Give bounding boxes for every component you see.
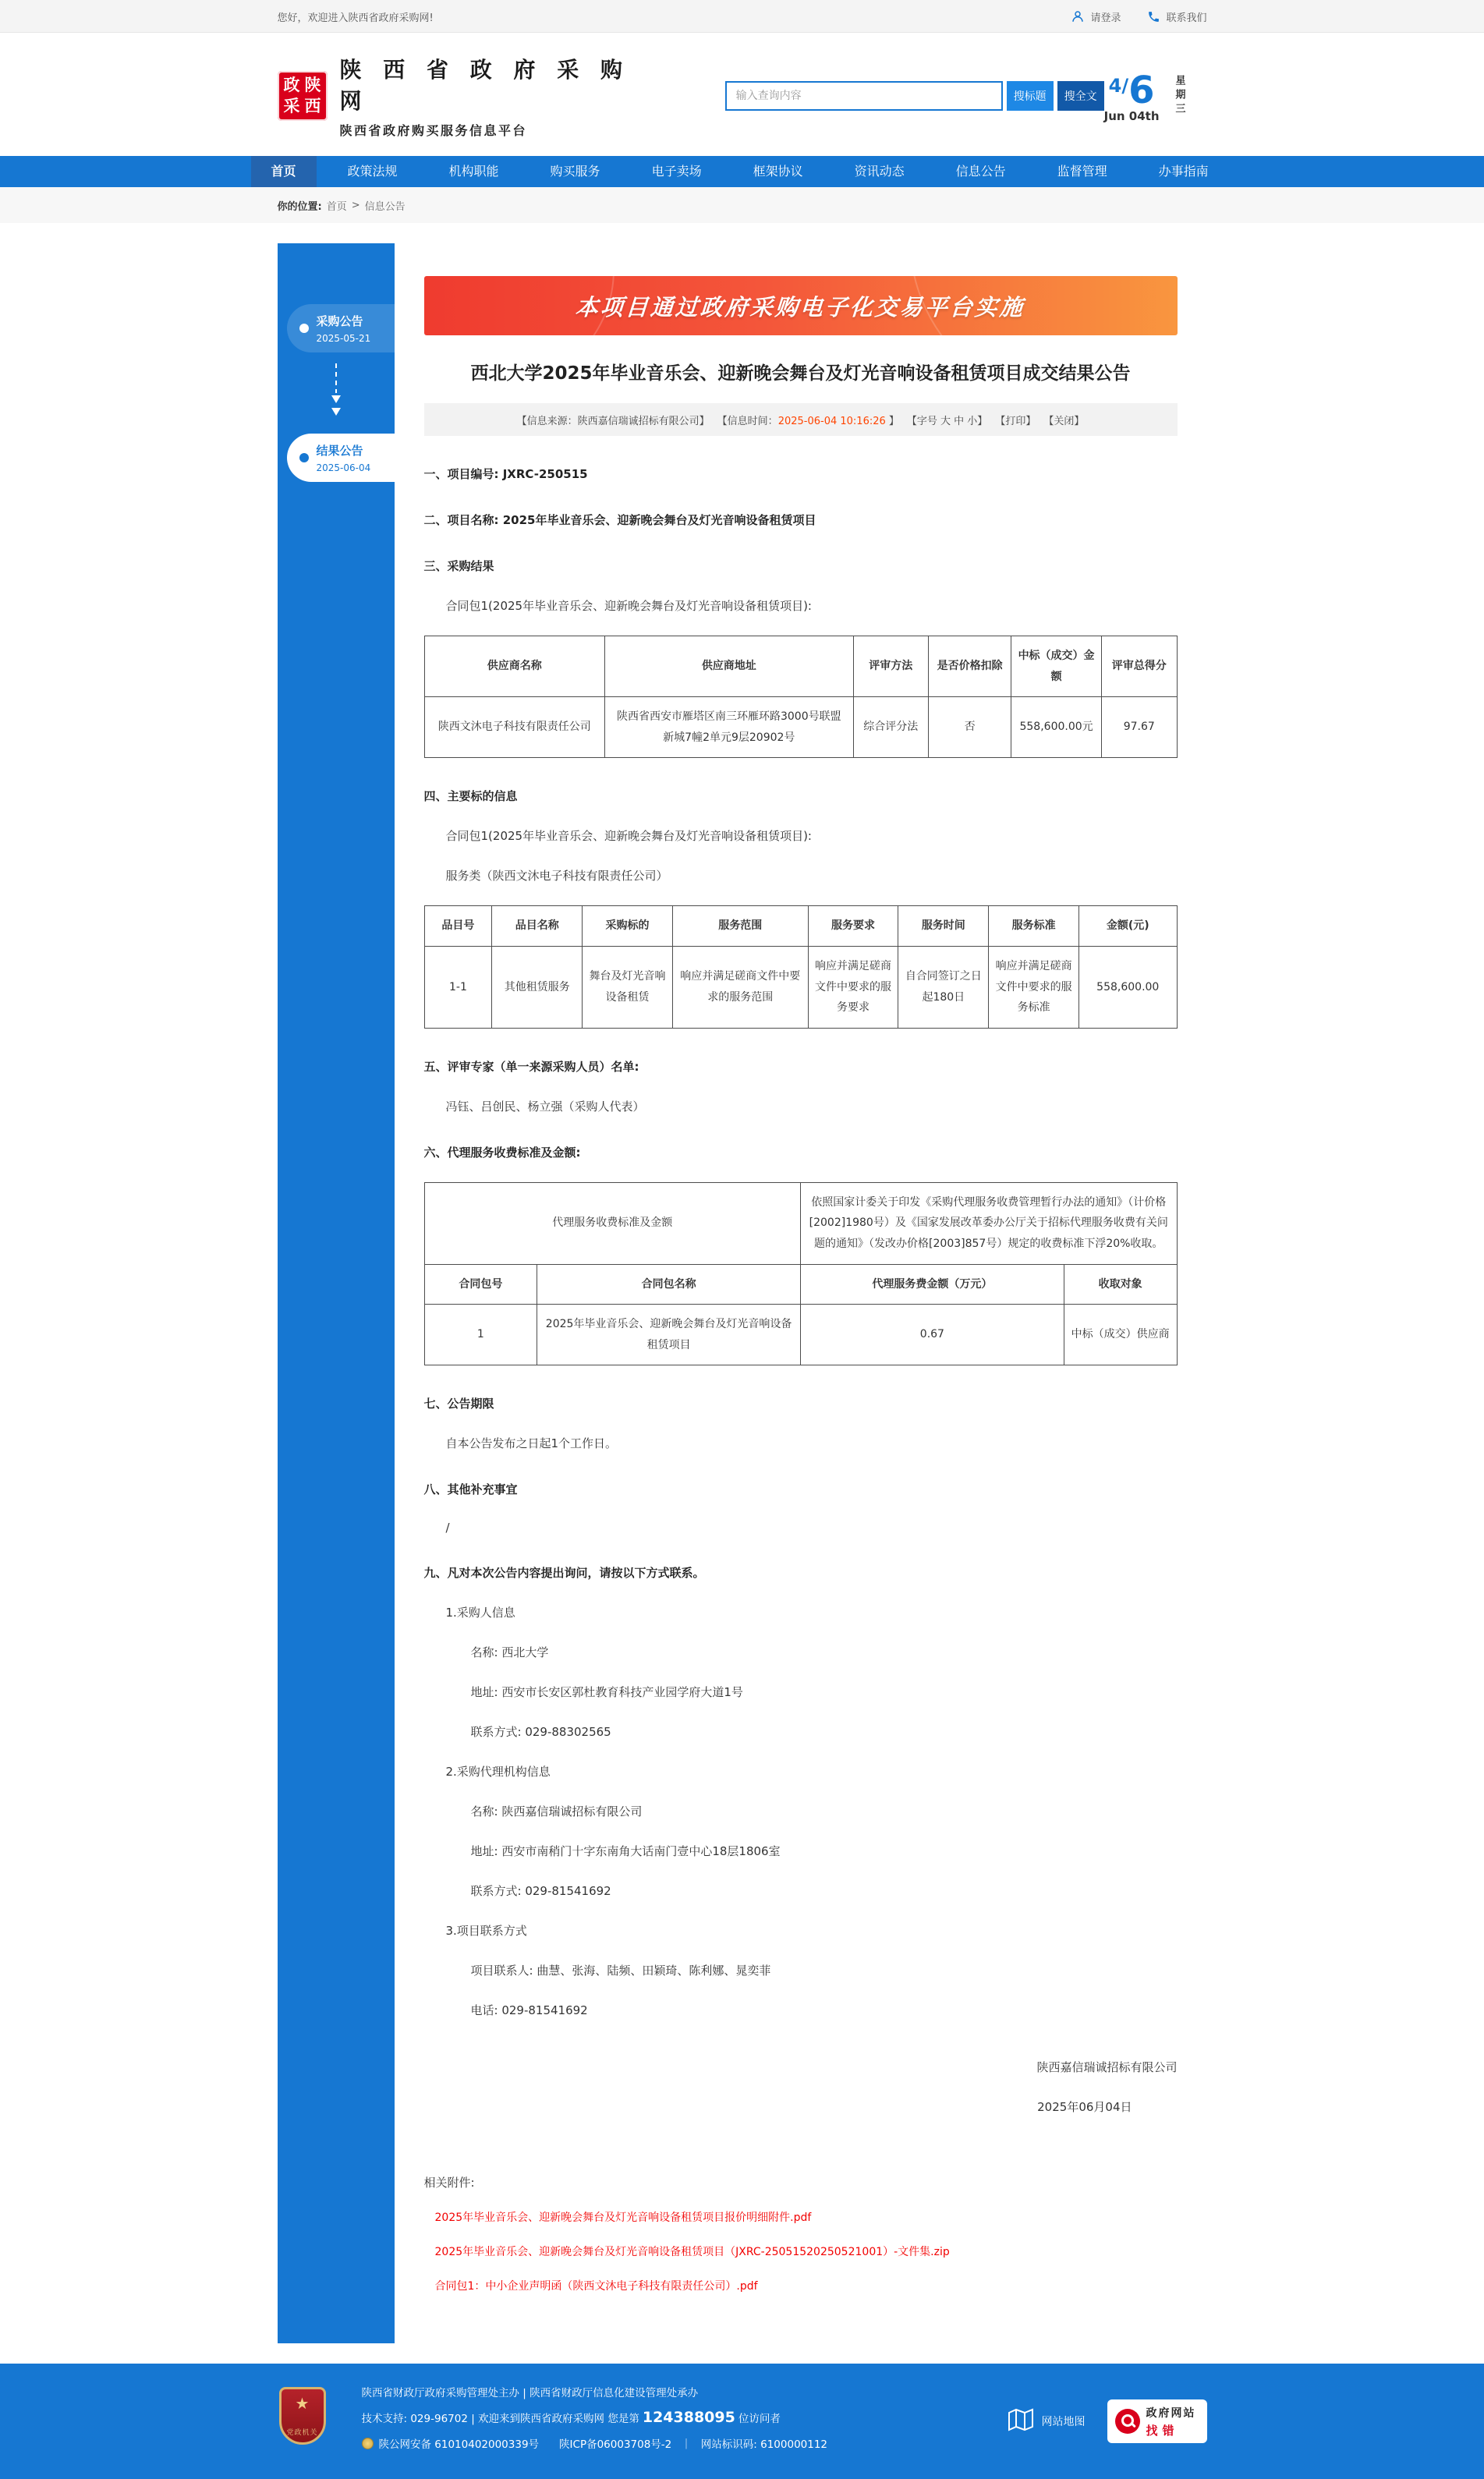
police-beian-link[interactable]: 陕公网安备 61010402000339号 bbox=[378, 2438, 540, 2452]
nav-item-announcements[interactable]: 信息公告 bbox=[955, 164, 1006, 179]
top-utility-bar bbox=[0, 0, 1484, 33]
search-title-button[interactable]: 搜标题 bbox=[1007, 81, 1054, 111]
buyer-info-title: 1.采购人信息 bbox=[445, 1606, 515, 1620]
table-cell: 响应并满足磋商文件中要求的服务标准 bbox=[989, 946, 1079, 1028]
timeline-dot bbox=[299, 453, 309, 462]
contact-us-link[interactable]: 联系我们 bbox=[1147, 9, 1206, 24]
table-header-cell: 品目名称 bbox=[492, 906, 583, 947]
table-header-cell: 品目号 bbox=[424, 906, 492, 947]
table-row bbox=[424, 1305, 1177, 1365]
date-month: 4/ bbox=[1108, 75, 1129, 97]
close-button[interactable]: 【关闭】 bbox=[1043, 415, 1085, 427]
nav-item-supervision[interactable]: 监督管理 bbox=[1057, 164, 1107, 179]
timeline-dot bbox=[299, 324, 309, 333]
signature-block bbox=[424, 2062, 1178, 2113]
site-logo[interactable]: 政 陕 采 西 bbox=[278, 71, 328, 121]
agency-info-title: 2.采购代理机构信息 bbox=[445, 1765, 551, 1780]
login-link[interactable]: 请登录 bbox=[1071, 9, 1121, 24]
article-meta-bar bbox=[424, 403, 1178, 436]
agency-name: 名称: 陕西嘉信瑞诚招标有限公司 bbox=[470, 1804, 643, 1819]
buyer-address: 地址: 西安市长安区郭杜教育科技产业园学府大道1号 bbox=[470, 1685, 743, 1700]
section-5-heading: 五、评审专家（单一来源采购人员）名单: bbox=[423, 1059, 639, 1074]
sidebar-item-result-notice[interactable]: 结果公告 2025-06-04 bbox=[287, 434, 395, 482]
search-fulltext-button[interactable]: 搜全文 bbox=[1057, 81, 1104, 111]
table-cell: 陕西省西安市雁塔区南三环雁环路3000号联盟新城7幢2单元9层20902号 bbox=[605, 697, 853, 758]
gov-site-error-report-badge[interactable]: 政府网站 找错 bbox=[1107, 2399, 1207, 2443]
table-cell: 陕西文沐电子科技有限责任公司 bbox=[424, 697, 605, 758]
table-cell: 自合同签订之日起180日 bbox=[898, 946, 989, 1028]
table-cell: 2025年毕业音乐会、迎新晚会舞台及灯光音响设备租赁项目 bbox=[537, 1305, 801, 1365]
table-header-cell: 服务标准 bbox=[989, 906, 1079, 947]
breadcrumb bbox=[0, 187, 1484, 223]
section-4-heading: 四、主要标的信息 bbox=[423, 789, 518, 804]
table-cell: 响应并满足磋商文件中要求的服务范围 bbox=[672, 946, 808, 1028]
package-line: 合同包1(2025年毕业音乐会、迎新晚会舞台及灯光音响设备租赁项目): bbox=[445, 829, 812, 844]
magnifier-icon bbox=[1115, 2409, 1140, 2434]
table-cell: 舞台及灯光音响设备租赁 bbox=[583, 946, 673, 1028]
table-header-cell: 金额(元) bbox=[1079, 906, 1177, 947]
signature-date: 2025年06月04日 bbox=[1037, 2100, 1132, 2115]
site-title: 陕 西 省 政 府 采 购 网 bbox=[339, 57, 629, 114]
section-1-heading: 一、项目编号: JXRC-250515 bbox=[423, 467, 588, 481]
nav-item-e-market[interactable]: 电子卖场 bbox=[651, 164, 702, 179]
project-phone: 电话: 029-81541692 bbox=[470, 2003, 588, 2018]
project-contact-title: 3.项目联系方式 bbox=[445, 1924, 527, 1939]
nav-item-framework[interactable]: 框架协议 bbox=[753, 164, 803, 179]
procurement-result-table bbox=[424, 636, 1178, 758]
fee-standard-text-cell: 依照国家计委关于印发《采购代理服务收费管理暂行办法的通知》（计价格[2002]1980号）及《国家发展改革委办公厅关于招标代理服务收费有关问题的通知》（发改办价格[2003]857号）规定的收费标准下浮20%收取。 bbox=[801, 1182, 1178, 1264]
attachment-link-quote-detail[interactable]: 2025年毕业音乐会、迎新晚会舞台及灯光音响设备租赁项目报价明细附件.pdf bbox=[434, 2212, 812, 2225]
table-cell: 1 bbox=[424, 1305, 537, 1365]
page-title: 西北大学2025年毕业音乐会、迎新晚会舞台及灯光音响设备租赁项目成交结果公告 bbox=[470, 363, 1131, 384]
table-header-cell: 合同包名称 bbox=[537, 1264, 801, 1305]
search-input[interactable] bbox=[725, 81, 1003, 111]
announcement-timeline-sidebar bbox=[278, 243, 395, 2343]
site-footer bbox=[0, 2364, 1484, 2479]
section-3-heading: 三、采购结果 bbox=[423, 559, 494, 573]
meta-time: 【信息时间：2025-06-04 10:16:26 】 bbox=[717, 415, 899, 427]
police-badge-icon bbox=[362, 2438, 374, 2449]
table-cell: 558,600.00 bbox=[1079, 946, 1177, 1028]
buyer-name: 名称: 西北大学 bbox=[470, 1645, 549, 1660]
table-cell: 1-1 bbox=[424, 946, 492, 1028]
font-size-control[interactable]: 【字号 大 中 小】 bbox=[906, 415, 988, 427]
table-cell: 响应并满足磋商文件中要求的服务要求 bbox=[808, 946, 898, 1028]
fee-standard-label-cell: 代理服务收费标准及金额 bbox=[424, 1182, 801, 1264]
table-cell: 97.67 bbox=[1101, 697, 1177, 758]
breadcrumb-home-link[interactable]: 首页 bbox=[326, 200, 347, 213]
project-contacts: 项目联系人: 曲慧、张海、陆频、田颖琦、陈利娜、晁奕菲 bbox=[470, 1964, 771, 1978]
print-button[interactable]: 【打印】 bbox=[995, 415, 1036, 427]
table-header-cell: 中标（成交）金额 bbox=[1011, 636, 1102, 697]
date-widget bbox=[1104, 69, 1207, 123]
expert-names: 冯钰、吕创民、杨立强（采购人代表） bbox=[445, 1099, 645, 1114]
sitemap-link[interactable]: 网站地图 bbox=[1008, 2408, 1086, 2435]
date-english: Jun 04th bbox=[1103, 109, 1160, 123]
table-cell: 综合评分法 bbox=[853, 697, 929, 758]
attachments-label: 相关附件: bbox=[423, 2176, 475, 2190]
date-day: 6 bbox=[1128, 69, 1155, 112]
platform-banner: 本项目通过政府采购电子化交易平台实施 bbox=[424, 276, 1178, 335]
table-row bbox=[424, 697, 1177, 758]
site-header bbox=[0, 33, 1484, 156]
table-header-cell: 代理服务费金额（万元） bbox=[801, 1264, 1064, 1305]
table-header-cell: 收取对象 bbox=[1064, 1264, 1177, 1305]
breadcrumb-separator: > bbox=[351, 199, 360, 211]
breadcrumb-current-link[interactable]: 信息公告 bbox=[364, 200, 406, 213]
table-cell: 558,600.00元 bbox=[1011, 697, 1102, 758]
footer-support-line: 技术支持: 029-96702 | 欢迎来到陕西省政府采购网 您是第 124388095 位访问者 bbox=[361, 2409, 781, 2427]
table-cell: 否 bbox=[929, 697, 1011, 758]
footer-organizer-line: 陕西省财政厅政府采购管理处主办 | 陕西省财政厅信息化建设管理处承办 bbox=[361, 2387, 699, 2400]
visitor-count: 124388095 bbox=[642, 2409, 735, 2427]
signature-company: 陕西嘉信瑞诚招标有限公司 bbox=[1036, 2060, 1178, 2075]
breadcrumb-prefix: 你的位置: bbox=[277, 200, 322, 213]
section-9-heading: 九、凡对本次公告内容提出询问，请按以下方式联系。 bbox=[423, 1566, 705, 1581]
table-row bbox=[424, 1182, 1177, 1264]
phone-icon bbox=[1147, 10, 1160, 23]
table-header-cell: 合同包号 bbox=[424, 1264, 537, 1305]
table-header-cell: 服务要求 bbox=[808, 906, 898, 947]
agency-phone: 联系方式: 029-81541692 bbox=[470, 1884, 611, 1899]
table-header-cell: 是否价格扣除 bbox=[929, 636, 1011, 697]
emblem-star-icon: ★ bbox=[295, 2394, 310, 2413]
section-6-heading: 六、代理服务收费标准及金额: bbox=[423, 1145, 581, 1160]
party-government-emblem: ★ 党政机关 bbox=[279, 2387, 326, 2445]
notice-period-text: 自本公告发布之日起1个工作日。 bbox=[445, 1436, 618, 1451]
section-2-heading: 二、项目名称: 2025年毕业音乐会、迎新晚会舞台及灯光音响设备租赁项目 bbox=[423, 513, 816, 527]
section-7-heading: 七、公告期限 bbox=[423, 1397, 494, 1411]
table-header-cell: 供应商地址 bbox=[605, 636, 853, 697]
table-cell: 其他租赁服务 bbox=[492, 946, 583, 1028]
attachment-link-sme-declaration[interactable]: 合同包1：中小企业声明函（陕西文沐电子科技有限责任公司）.pdf bbox=[434, 2280, 758, 2293]
date-weekday: 星期三 bbox=[1173, 75, 1185, 117]
agency-fee-table bbox=[424, 1182, 1178, 1366]
nav-item-functions[interactable]: 机构职能 bbox=[448, 164, 499, 179]
section-8-heading: 八、其他补充事宜 bbox=[423, 1482, 518, 1497]
table-row bbox=[424, 946, 1177, 1028]
buyer-phone: 联系方式: 029-88302565 bbox=[470, 1725, 611, 1740]
welcome-text: 您好，欢迎进入陕西省政府采购网! bbox=[277, 12, 434, 24]
table-header-cell: 服务时间 bbox=[898, 906, 989, 947]
table-header-cell: 采购标的 bbox=[583, 906, 673, 947]
table-header-cell: 服务范围 bbox=[672, 906, 808, 947]
agency-address: 地址: 西安市南稍门十字东南角大话南门壹中心18层1806室 bbox=[470, 1844, 781, 1859]
supplement-text: / bbox=[445, 1521, 450, 1535]
nav-item-purchase-service[interactable]: 购买服务 bbox=[550, 164, 600, 179]
nav-item-home[interactable]: 首页 bbox=[251, 156, 317, 187]
meta-source: 【信息来源：陕西嘉信瑞诚招标有限公司】 bbox=[516, 415, 710, 427]
user-icon bbox=[1071, 9, 1085, 23]
attachment-link-file-set[interactable]: 2025年毕业音乐会、迎新晚会舞台及灯光音响设备租赁项目（JXRC-25051520250521001）-文件集.zip bbox=[434, 2246, 950, 2259]
nav-item-news[interactable]: 资讯动态 bbox=[854, 164, 905, 179]
attachments-section bbox=[424, 2174, 1178, 2293]
table-header-cell: 评审总得分 bbox=[1101, 636, 1177, 697]
site-code-text: 网站标识码: 6100000112 bbox=[700, 2438, 828, 2452]
main-nav bbox=[0, 156, 1484, 187]
icp-beian-link[interactable]: 陕ICP备06003708号-2 bbox=[559, 2438, 672, 2452]
package-line: 合同包1(2025年毕业音乐会、迎新晚会舞台及灯光音响设备租赁项目): bbox=[445, 599, 812, 613]
nav-item-policies[interactable]: 政策法规 bbox=[347, 164, 398, 179]
map-icon bbox=[1008, 2408, 1034, 2435]
table-header-cell: 评审方法 bbox=[853, 636, 929, 697]
site-subtitle: 陕西省政府购买服务信息平台 bbox=[339, 123, 528, 138]
table-header-row bbox=[424, 1264, 1177, 1305]
table-header-cell: 供应商名称 bbox=[424, 636, 605, 697]
arrow-down-icon bbox=[329, 352, 343, 434]
sidebar-item-procurement-notice[interactable]: 采购公告 2025-05-21 bbox=[287, 304, 395, 352]
table-cell: 0.67 bbox=[801, 1305, 1064, 1365]
article-content bbox=[395, 243, 1207, 2343]
table-cell: 中标（成交）供应商 bbox=[1064, 1305, 1177, 1365]
nav-item-guide[interactable]: 办事指南 bbox=[1158, 164, 1209, 179]
subject-info-table bbox=[424, 905, 1178, 1028]
table-header-row bbox=[424, 636, 1177, 697]
footer-beian-line: 陕公网安备 61010402000339号 陕ICP备06003708号-2 ｜ 网站标识码: 6100000112 bbox=[362, 2435, 1207, 2451]
service-category-line: 服务类（陕西文沐电子科技有限责任公司） bbox=[445, 869, 668, 884]
table-header-row bbox=[424, 906, 1177, 947]
